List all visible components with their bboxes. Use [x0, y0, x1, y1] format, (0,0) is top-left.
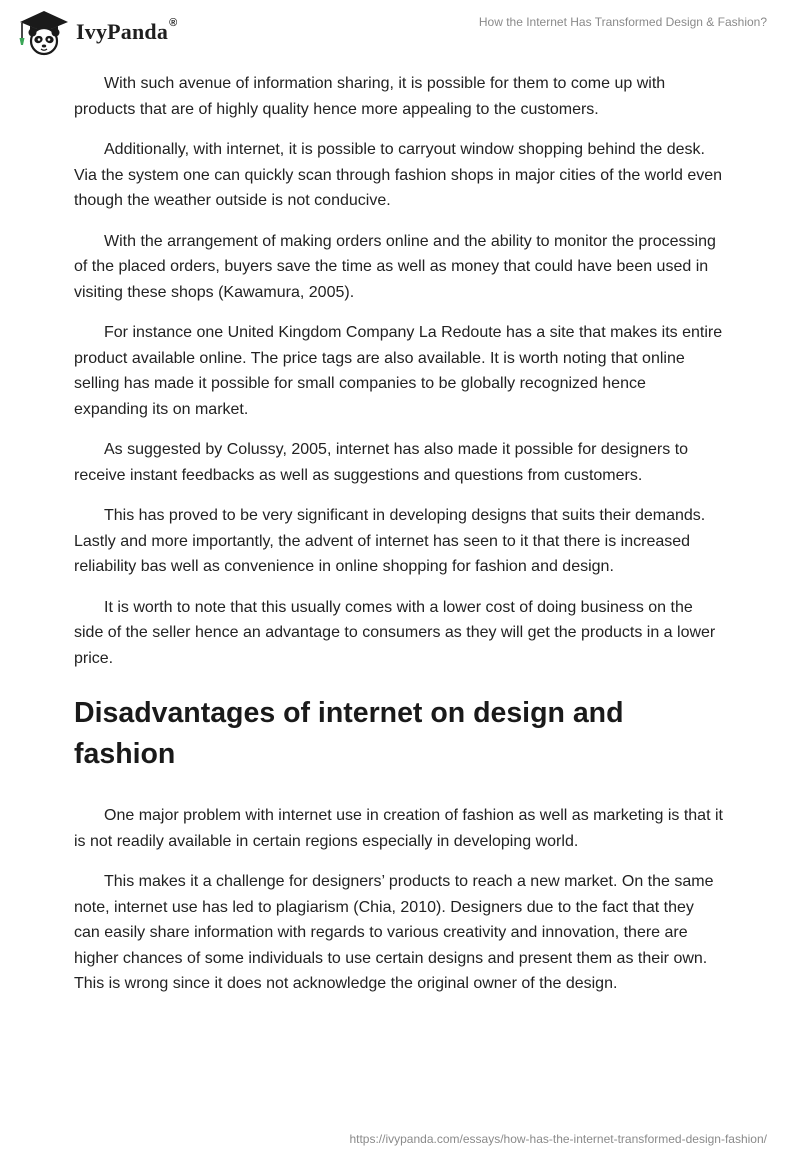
logo-wordmark: IvyPanda®: [76, 17, 178, 44]
paragraph: With such avenue of information sharing, it is possible for them to come up with products that are of highly quality hence more appealing to the customers.: [74, 75, 666, 118]
panda-graduation-cap-icon: [14, 8, 72, 56]
paragraph: This has proved to be very significant in developing designs that suits their demands. Lastly and more importantly, the advent of internet has seen to it that there is increased reliability bas well as convenience in online shopping for fashion and design.: [74, 507, 706, 575]
paragraph: With the arrangement of making orders online and the ability to monitor the processing of the placed orders, buyers save the time as well as money that could have been used in visiting these shops (Kawamura, 2005).: [74, 232, 716, 301]
paragraph: For instance one United Kingdom Company La Redoute has a site that makes its entire product available online. The price tags are also available. It is worth noting that online selling has made it possible for small companies to be globally recognized hence expanding its on market.: [74, 324, 723, 418]
source-url[interactable]: https://ivypanda.com/essays/how-has-the-internet-transformed-design-fashion/: [349, 1132, 767, 1146]
ivypanda-logo[interactable]: [14, 8, 177, 56]
paragraph: One major problem with internet use in creation of fashion as well as marketing is that it is not readily available in certain regions especially in developing world.: [74, 807, 723, 850]
paragraph: Additionally, with internet, it is possible to carryout window shopping behind the desk. Via the system one can quickly scan through fashion shops in major cities of the world even though the weather outside is not conducive.: [74, 141, 723, 209]
paragraph: This makes it a challenge for designers’ products to reach a new market. On the same note, internet use has led to plagiarism (Chia, 2010). Designers due to the fact that they can easily share information with regards to various creativity and innovation, there are higher chances of some individuals to use certain designs and present them as their own. This is wrong since it does not acknowledge the original owner of the design.: [74, 873, 714, 992]
page-header: [0, 0, 800, 64]
paragraph: As suggested by Colussy, 2005, internet has also made it possible for designers to receive instant feedbacks as well as suggestions and questions from customers.: [74, 441, 689, 484]
essay-body: [74, 71, 724, 1012]
document-title: How the Internet Has Transformed Design & Fashion?: [478, 15, 767, 29]
section-heading: Disadvantages of internet on design and fashion: [74, 697, 624, 770]
paragraph: It is worth to note that this usually comes with a lower cost of doing business on the side of the seller hence an advantage to consumers as they will get the products in a lower price.: [74, 598, 716, 667]
